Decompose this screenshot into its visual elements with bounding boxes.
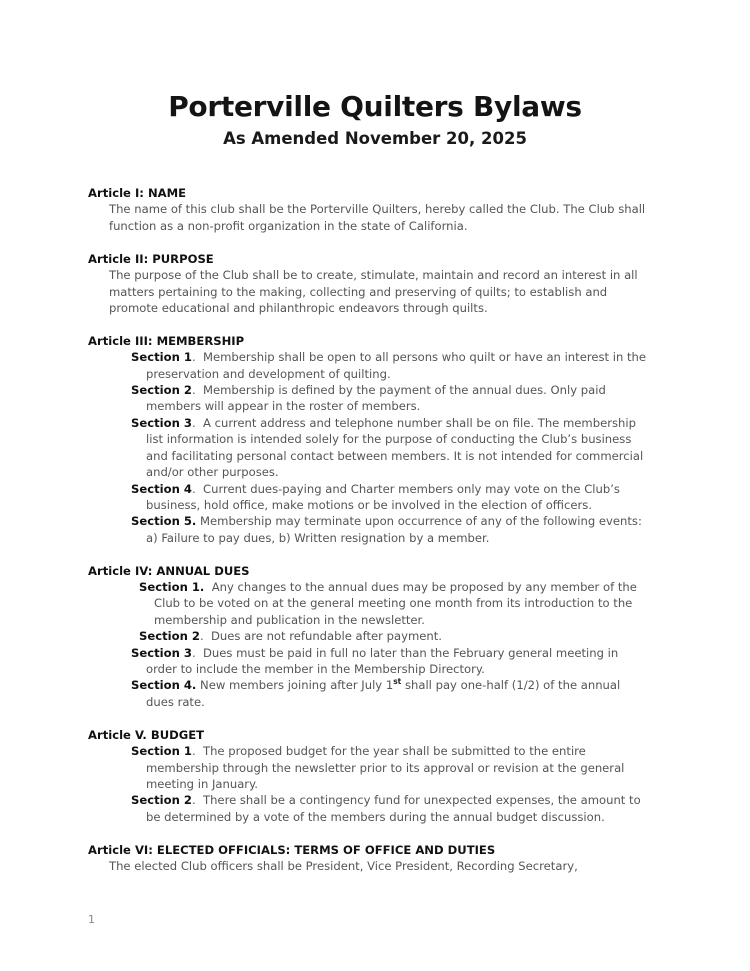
document-body	[88, 185, 648, 891]
section-item: Section 1. Membership shall be open to all persons who quilt or have an interest in the preservation and development of quilting.	[131, 350, 647, 381]
section-label: Section 4	[131, 481, 192, 496]
section-text: Membership is defined by the payment of the annual dues. Only paid members will appear in the roster of members.	[146, 383, 606, 414]
article-heading: Article II: PURPOSE	[88, 251, 214, 266]
section-text: New members joining after July 1	[200, 678, 394, 693]
article-budget	[88, 727, 648, 825]
article-text: The name of this club shall be the Porterville Quilters, hereby called the Club. The Club shall function as a non-profit organization in the state of California.	[109, 202, 646, 233]
section-item: Section 2. Dues are not refundable after payment.	[139, 629, 442, 644]
section-label: Section 3	[131, 645, 192, 660]
section-label: Section 2	[131, 793, 192, 808]
section-text: Membership may terminate upon occurrence of any of the following events: a) Failure to pay dues, b) Written resignation by a member.	[146, 514, 642, 545]
section-text: A current address and telephone number shall be on file. The membership list information is intended solely for the purpose of conducting the Club’s business and facilitating personal contact between members. It is not intended for commercial and/or other purposes.	[146, 415, 644, 480]
article-text: The elected Club officers shall be President, Vice President, Recording Secretary,	[109, 859, 578, 874]
section-label: Section 1	[131, 350, 192, 365]
section-text: Current dues-paying and Charter members only may vote on the Club’s business, hold office, make motions or be involved in the election of officers.	[146, 481, 620, 512]
section-item	[88, 677, 648, 710]
section-item	[88, 513, 648, 546]
section-label: Section 2	[139, 629, 200, 644]
document-title: Porterville Quilters Bylaws	[168, 90, 582, 123]
section-text: Dues must be paid in full no later than the February general meeting in order to include the member in the Membership Directory.	[146, 645, 619, 677]
article-purpose	[88, 251, 648, 317]
article-membership	[88, 333, 648, 546]
article-annual-dues	[88, 563, 648, 711]
section-item: Section 2. Membership is defined by the payment of the annual dues. Only paid members will appear in the roster of members.	[131, 383, 606, 414]
section-text: The proposed budget for the year shall be submitted to the entire membership through the newsletter prior to its approval or revision at the general meeting in January.	[146, 744, 625, 791]
section-item: Section 2. There shall be a contingency fund for unexpected expenses, the amount to be determined by a vote of the members during the annual budget discussion.	[131, 793, 641, 824]
article-text: The purpose of the Club shall be to create, stimulate, maintain and record an interest in all matters pertaining to the making, collecting and preserving of quilts; to establish and promote educational and philanthropic endeavors through quilts.	[109, 268, 638, 315]
section-label: Section 2	[131, 383, 192, 398]
document-subtitle: As Amended November 20, 2025	[223, 129, 527, 148]
section-item	[88, 579, 648, 628]
superscript: st	[393, 677, 402, 687]
article-heading: Article IV: ANNUAL DUES	[88, 563, 250, 578]
section-item: Section 4. Current dues-paying and Charter members only may vote on the Club’s business, hold office, make motions or be involved in the election of officers.	[131, 481, 620, 512]
section-text: Membership shall be open to all persons who quilt or have an interest in the preservation and development of quilting.	[146, 350, 647, 381]
article-name	[88, 185, 648, 234]
section-label: Section 1	[131, 744, 192, 759]
section-item: Section 3. Dues must be paid in full no later than the February general meeting in order to include the member in the Membership Directory.	[131, 645, 619, 677]
section-text: Dues are not refundable after payment.	[211, 629, 442, 644]
section-item: Section 3. A current address and telephone number shall be on file. The membership list information is intended solely for the purpose of conducting the Club’s business and facilitating personal contact between members. It is not intended for commercial and/or other purposes.	[131, 415, 644, 480]
section-label: Section 4.	[131, 678, 197, 693]
section-text: Any changes to the annual dues may be proposed by any member of the Club to be voted on at the general meeting one month from its introduction to the membership and publication in the newsletter.	[154, 580, 637, 627]
section-item: Section 1. The proposed budget for the year shall be submitted to the entire membership through the newsletter prior to its approval or revision at the general meeting in January.	[131, 744, 625, 791]
section-label: Section 3	[131, 415, 192, 430]
section-text: There shall be a contingency fund for unexpected expenses, the amount to be determined by a vote of the members during the annual budget discussion.	[146, 793, 641, 824]
section-text: shall pay one-half (1/2) of the annual dues rate.	[146, 678, 621, 709]
section-label: Section 5.	[131, 514, 197, 529]
article-heading: Article III: MEMBERSHIP	[88, 333, 245, 348]
article-heading: Article VI: ELECTED OFFICIALS: TERMS OF OFFICE AND DUTIES	[88, 842, 496, 857]
section-label: Section 1.	[139, 580, 205, 595]
article-heading: Article I: NAME	[88, 186, 187, 200]
article-heading: Article V. BUDGET	[88, 727, 205, 742]
page-number: 1	[88, 913, 95, 926]
article-elected-officials	[88, 842, 648, 875]
